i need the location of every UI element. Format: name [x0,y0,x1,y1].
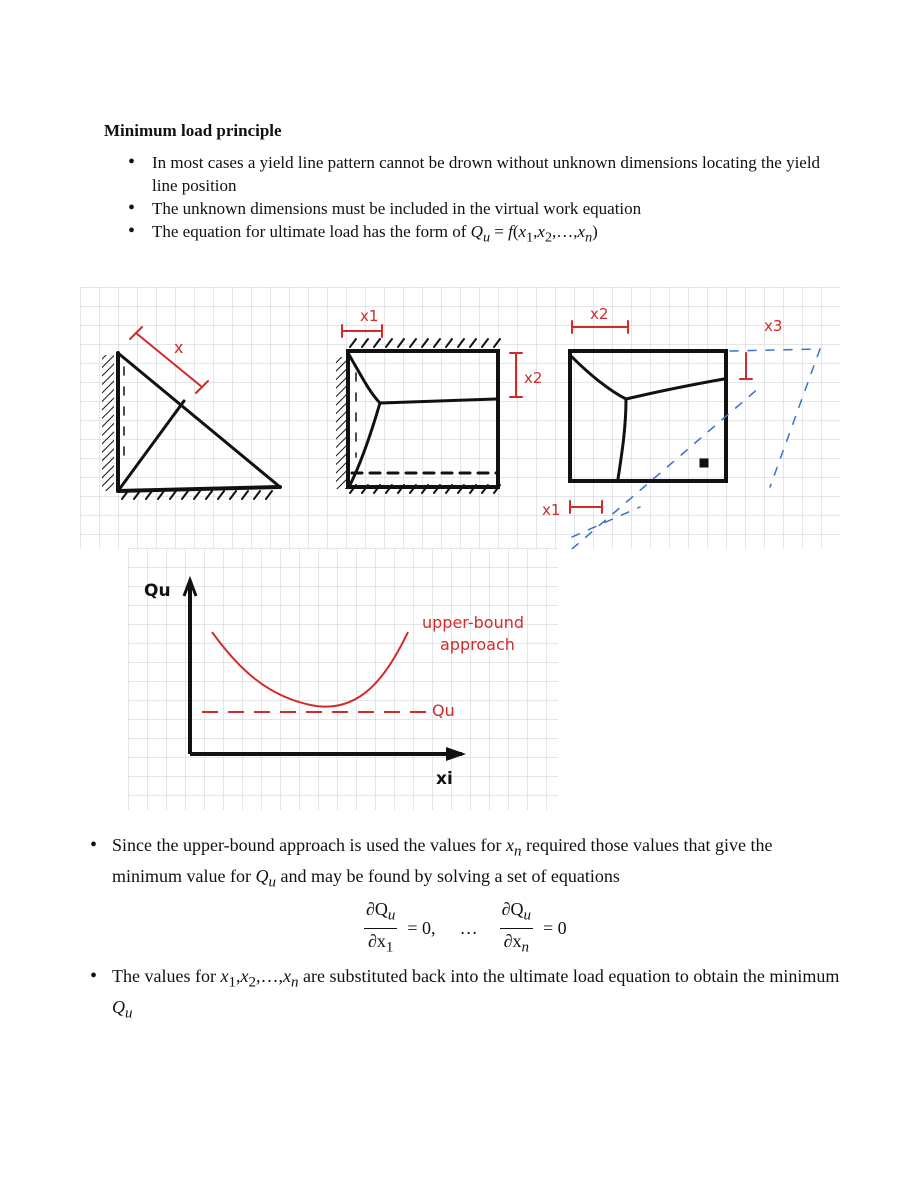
curve-label-line2: approach [440,635,515,654]
upper-bound-graph [128,548,558,810]
bullet-upper-bound: • Since the upper-bound approach is used the values for $x_n$ required those values that give the minimum value for $Q_u$ and may be found by solving a set of equations [90,834,773,891]
bullet3-text-c: and may be found by solving a set of equations [275,865,620,886]
intro-bullet-list [128,151,848,249]
bullet-item-1: • In most cases a yield line pattern cannot be drown without unknown dimensions locating the yield line position [128,151,848,197]
graph-x-label: xi [436,769,453,789]
bullet3-text-a: Since the upper-bound approach is used the values for [112,835,507,855]
bullet-item-2: • The unknown dimensions must be included in the virtual work equation [128,197,848,220]
section-heading: Minimum load principle [104,121,282,140]
bullet3-text-b: required those values that give the minimum value for [112,835,773,886]
bullet-substitute: • The values for $x_1,x_2,\dots,x_n$ are substituted back into the ultimate load equation to obtain the minimum $Q_u$ [90,965,840,1022]
min-line-label: Qu [432,701,455,720]
bullet4-text-a: The values for [112,966,221,986]
bullet-item-3: • The equation for ultimate load has the form of $Q_u$ = $f(x_1,x_2,\dots,x_n)$ [128,220,848,249]
eq-zero-n: = 0 [542,917,567,938]
sketch-label-x1-bottom: x1 [542,501,561,519]
sketch-label-x2-right: x2 [590,305,609,323]
curve-label-line1: upper-bound [422,613,525,632]
bullet4-text-b: are substituted back into the ultimate load equation to obtain the minimum [298,966,840,986]
bullet-dot: • [90,834,98,856]
partial-fraction-1: $\frac{\partial Q_u}{\partial x_1}$ [366,899,396,956]
sketch-label-x: x [174,338,184,357]
yield-line-sketches [80,287,840,549]
sketch-label-x3: x3 [764,317,783,335]
sketch-label-x1: x1 [360,307,379,325]
eq-dots: … [459,917,478,938]
graph-y-label: Qu [144,581,171,601]
eq-zero-1: = 0, [407,917,436,938]
bullet-dot: • [90,965,98,987]
partial-fraction-n: $\frac{\partial Q_u}{\partial x_n}$ [501,899,531,956]
minimization-equations [360,898,573,958]
sketch-label-x2: x2 [524,369,543,387]
